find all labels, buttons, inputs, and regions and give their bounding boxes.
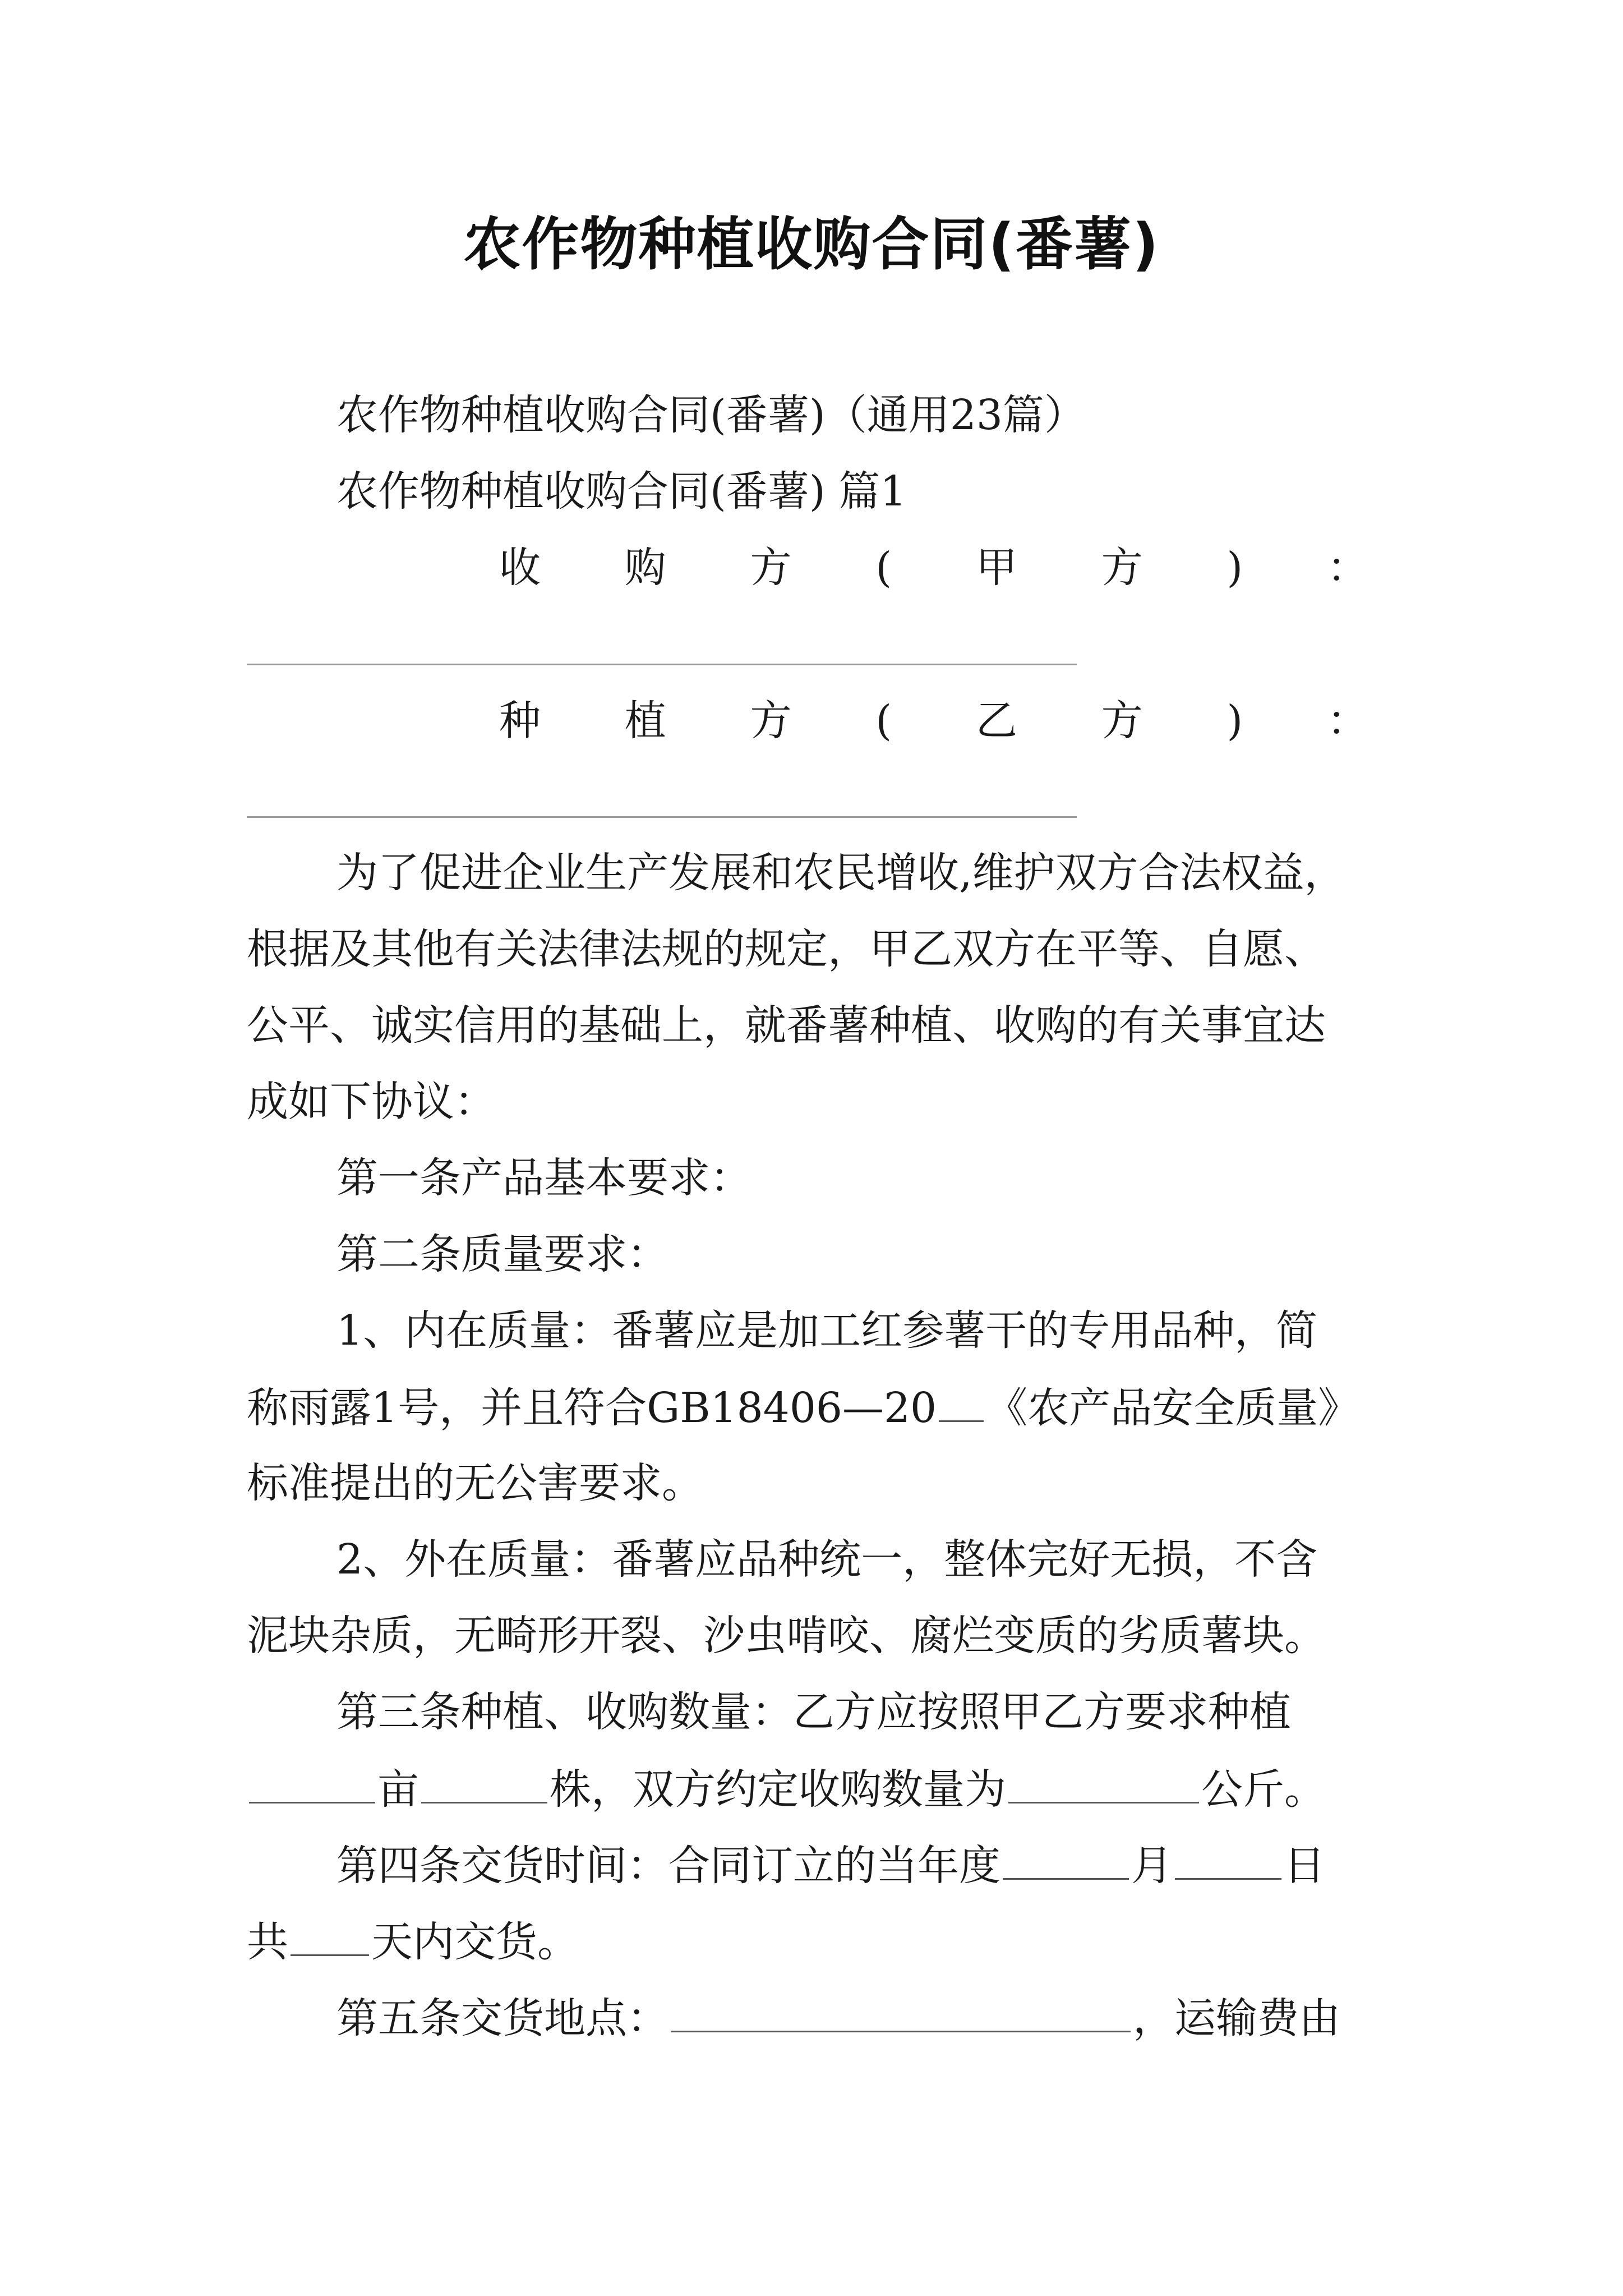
article-3-line: 第三条种植、收购数量：乙方应按照甲乙方要求种植 (336, 1688, 1291, 1736)
party-a-char: ) (1227, 544, 1243, 592)
party-a-char: 收 (499, 544, 541, 592)
party-b-char: 方 (1101, 697, 1143, 745)
party-a-char: 甲 (975, 544, 1017, 592)
party-b-char: 方 (750, 697, 792, 745)
section-heading: 农作物种植收购合同(番薯) 篇1 (336, 467, 907, 516)
article-2: 第二条质量要求： (336, 1230, 668, 1278)
party-a-blank (247, 664, 1077, 665)
party-a-char: 购 (624, 544, 666, 592)
article-4-line: 第四条交货时间：合同订立的当年度 月 日 (336, 1837, 1492, 1894)
intro-line: 公平、诚实信用的基础上，就番薯种植、收购的有关事宜达 (247, 1001, 1326, 1050)
party-a-char: ( (875, 544, 892, 592)
article-5-line: 第五条交货地点： ，运输费由 (336, 1989, 1492, 2046)
party-b-char: 乙 (975, 697, 1017, 745)
plant-count-blank (421, 1760, 547, 1803)
intro-line: 根据及其他有关法律法规的规定，甲乙双方在平等、自愿、 (247, 925, 1326, 973)
party-a-char: 方 (1101, 544, 1143, 592)
location-blank (671, 1989, 1131, 2032)
article-3-line: 亩 株，双方约定收购数量为 公斤。 (247, 1760, 1402, 1818)
month-blank (1003, 1837, 1129, 1880)
party-a-label (499, 540, 1368, 596)
days-blank (291, 1913, 369, 1956)
document-title: 农作物种植收购合同(番薯) (463, 211, 1160, 278)
quality-1-line: 1、内在质量：番薯应是加工红参薯干的专用品种，简 (336, 1306, 1318, 1355)
quality-1-line: 称雨露1号，并且符合GB18406—20 《农产品安全质量》 (247, 1379, 1402, 1436)
party-b-char: ) (1227, 697, 1243, 745)
quality-1-line: 标准提出的无公害要求。 (247, 1459, 703, 1507)
quality-2-line: 2、外在质量：番薯应品种统一，整体完好无损，不含 (336, 1535, 1318, 1584)
subtitle: 农作物种植收购合同(番薯)（通用23篇） (336, 391, 1086, 439)
quality-2-line: 泥块杂质，无畸形开裂、沙虫啃咬、腐烂变质的劣质薯块。 (247, 1612, 1326, 1660)
quantity-blank (1008, 1760, 1199, 1803)
party-b-char: ( (875, 697, 892, 745)
party-a-char: ： (1327, 544, 1368, 592)
article-1: 第一条产品基本要求： (336, 1154, 751, 1202)
intro-line: 为了促进企业生产发展和农民增收,维护双方合法权益， (336, 849, 1346, 897)
year-blank (939, 1379, 984, 1422)
day-blank (1175, 1837, 1281, 1880)
party-b-char: ： (1327, 697, 1368, 745)
party-b-char: 种 (499, 697, 541, 745)
party-b-label (499, 693, 1368, 749)
party-b-blank (247, 816, 1077, 818)
party-b-char: 植 (624, 697, 666, 745)
article-4-line: 共 天内交货。 (247, 1913, 1402, 1970)
acre-blank (249, 1760, 375, 1803)
intro-line: 成如下协议： (247, 1078, 496, 1126)
party-a-char: 方 (750, 544, 792, 592)
